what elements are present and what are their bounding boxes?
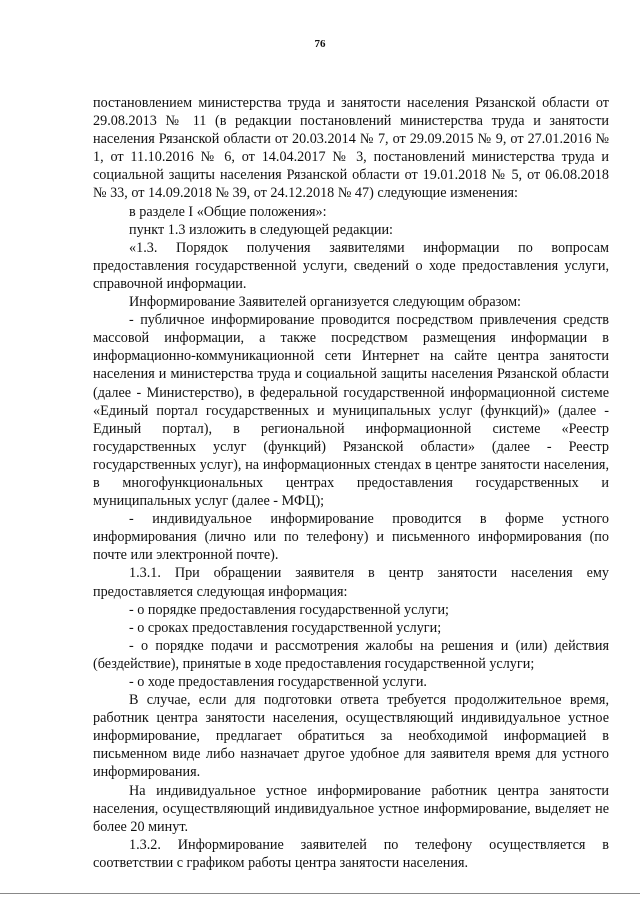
list-item: - о ходе предоставления государственной услуги. bbox=[129, 674, 427, 690]
paragraph: постановлением министерства труда и занятости населения Рязанской области от 29.08.2013 № 11 (в редакции постановлений министерства труда и занятости населения Рязанской области от 20.03.2014 № 7, от 29.09.2015 № 9, от 27.01.2016 № 1, от 11.10.2016 № 6, от 14.04.2017 № 3, постановлений министерства труда и социальной защиты населения Рязанской области от 19.01.2018 № 5, от 06.08.2018 № 33, от 14.09.2018 № 39, от 24.12.2018 № 47) следующие изменения: bbox=[93, 95, 609, 202]
paragraph: В случае, если для подготовки ответа требуется продолжительное время, работник центра занятости населения, осуществляющий индивидуальное устное информирование, предлагает обратиться за необходимой информацией в письменном виде либо назначает другое удобное для заявителя время для устного информирования. bbox=[93, 692, 609, 781]
paragraph: пункт 1.3 изложить в следующей редакции: bbox=[129, 221, 393, 238]
list-item: - публичное информирование проводится посредством привлечения средств массовой информации, а также посредством размещения информации в информационно-коммуникационной сети Интернет на сайте центра занятости населения и министерства труда и социальной защиты населения Рязанской области (далее - Министерство), в федеральной государственной информационной системе «Единый портал государственных и муниципальных услуг (функций)» (далее - Единый портал), в региональной информационной системе «Реестр государственных услуг (функций) Рязанской области» (далее - Реестр государственных услуг), на информационных стендах в центре занятости населения, в многофункциональных центрах предоставления государственных и муниципальных услуг (далее - МФЦ); bbox=[93, 312, 609, 510]
list-item: - индивидуальное информирование проводится в форме устного информирования (лично или по телефону) и письменного информирования (по почте или электронной почте). bbox=[93, 511, 609, 564]
paragraph: 1.3.2. Информирование заявителей по телефону осуществляется в соответствии с графиком работы центра занятости населения. bbox=[93, 836, 609, 871]
paragraph: в разделе I «Общие положения»: bbox=[129, 203, 327, 220]
document-body bbox=[93, 94, 609, 872]
list-item: - о порядке предоставления государственной услуги; bbox=[129, 601, 449, 618]
list-item: - о сроках предоставления государственной услуги; bbox=[129, 619, 442, 636]
list-item: - о порядке подачи и рассмотрения жалобы на решения и (или) действия (бездействие), принятые в ходе предоставления государственной услуги; bbox=[93, 637, 609, 672]
paragraph: «1.3. Порядок получения заявителями информации по вопросам предоставления государственной услуги, сведений о ходе предоставления услуги, справочной информации. bbox=[93, 239, 609, 292]
paragraph: На индивидуальное устное информирование работник центра занятости населения, осуществляющий индивидуальное устное информирование, выделяет не более 20 минут. bbox=[93, 782, 609, 835]
paragraph: 1.3.1. При обращении заявителя в центр занятости населения ему предоставляется следующая информация: bbox=[93, 565, 609, 600]
page-edge-divider bbox=[0, 893, 640, 894]
paragraph: Информирование Заявителей организуется следующим образом: bbox=[129, 294, 521, 311]
page-number: 76 bbox=[314, 38, 326, 50]
